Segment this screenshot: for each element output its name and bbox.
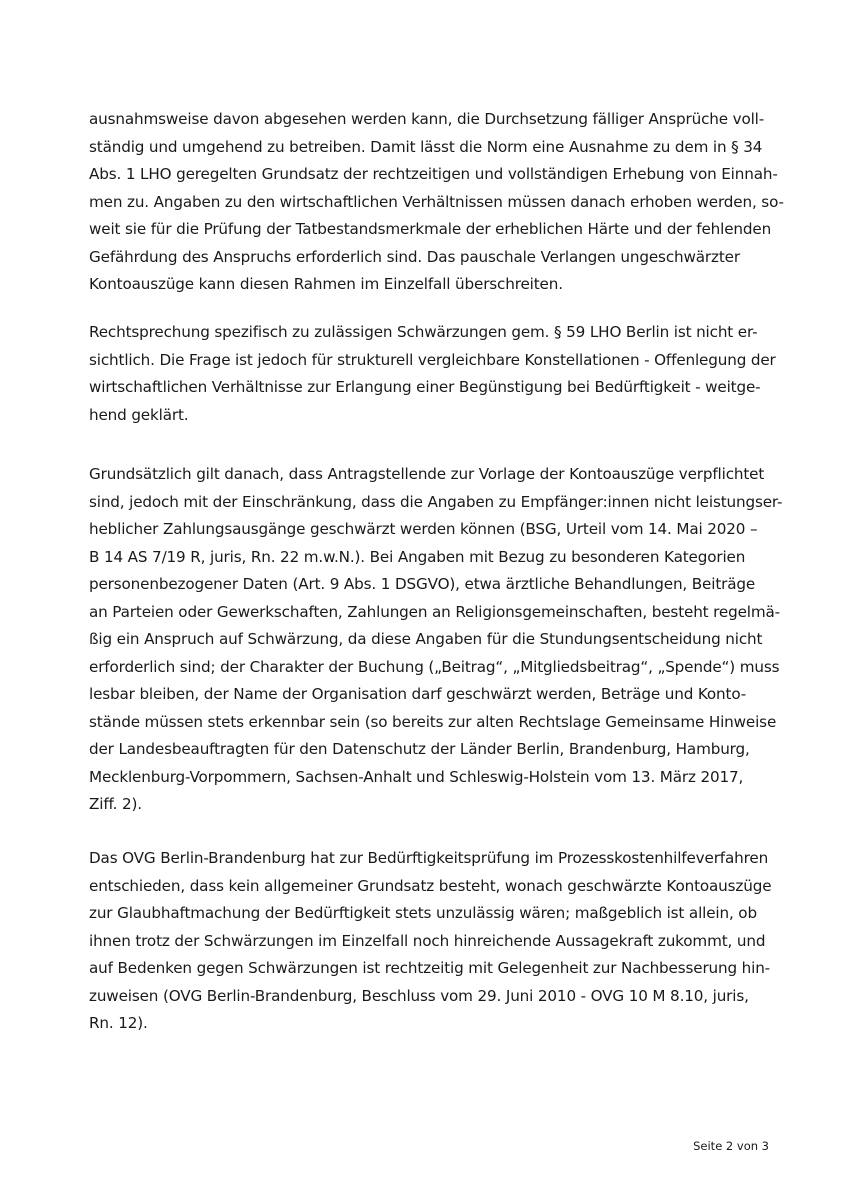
text-line: Mecklenburg-Vorpommern, Sachsen-Anhalt und Schleswig-Holstein vom 13. März 2017, bbox=[89, 767, 744, 786]
text-line: Kontoauszüge kann diesen Rahmen im Einzelfall überschreiten. bbox=[89, 275, 563, 293]
text-line: personenbezogener Daten (Art. 9 Abs. 1 DSGVO), etwa ärztliche Behandlungen, Beiträge bbox=[89, 575, 756, 593]
paragraph-1 bbox=[89, 106, 784, 299]
text-line: ihnen trotz der Schwärzungen im Einzelfall noch hinreichende Aussagekraft zukommt, und bbox=[89, 931, 766, 950]
text-line: ausnahmsweise davon abgesehen werden kann, die Durchsetzung fälliger Ansprüche voll- bbox=[89, 110, 765, 128]
text-line: heblicher Zahlungsausgänge geschwärzt werden können (BSG, Urteil vom 14. Mai 2020 – bbox=[89, 520, 758, 538]
text-line: Das OVG Berlin-Brandenburg hat zur Bedürftigkeitsprüfung im Prozesskostenhilfeverfahren bbox=[89, 849, 769, 867]
text-line: lesbar bleiben, der Name der Organisation darf geschwärzt werden, Beträge und Konto- bbox=[89, 685, 747, 703]
text-line: der Landesbeauftragten für den Datenschutz der Länder Berlin, Brandenburg, Hamburg, bbox=[89, 740, 750, 758]
text-line: wirtschaftlichen Verhältnisse zur Erlangung einer Begünstigung bei Bedürftigkeit - weitge- bbox=[89, 378, 761, 396]
paragraph-4 bbox=[89, 845, 772, 1038]
page-number: Seite 2 von 3 bbox=[693, 1139, 769, 1153]
text-line: Abs. 1 LHO geregelten Grundsatz der rechtzeitigen und vollständigen Erhebung von Einnah- bbox=[89, 165, 778, 183]
text-line: an Parteien oder Gewerkschaften, Zahlungen an Religionsgemeinschaften, besteht regelmä- bbox=[89, 602, 780, 621]
text-line: weit sie für die Prüfung der Tatbestandsmerkmale der erheblichen Härte und der fehlenden bbox=[89, 220, 772, 238]
paragraph-2 bbox=[89, 319, 776, 429]
text-line: entschieden, dass kein allgemeiner Grundsatz besteht, wonach geschwärzte Kontoauszüge bbox=[89, 876, 772, 895]
text-line: men zu. Angaben zu den wirtschaftlichen Verhältnissen müssen danach erhoben werden, so- bbox=[89, 192, 784, 211]
text-line: sind, jedoch mit der Einschränkung, dass die Angaben zu Empfänger:innen nicht leistungser- bbox=[89, 492, 783, 511]
text-line: Rn. 12). bbox=[89, 1014, 148, 1032]
text-line: B 14 AS 7/19 R, juris, Rn. 22 m.w.N.). Bei Angaben mit Bezug zu besonderen Kategorien bbox=[89, 547, 746, 566]
text-line: sichtlich. Die Frage ist jedoch für strukturell vergleichbare Konstellationen - Offenlegung der bbox=[89, 350, 776, 369]
text-line: Ziff. 2). bbox=[89, 795, 142, 813]
text-line: erforderlich sind; der Charakter der Buchung („Beitrag“, „Mitgliedsbeitrag“, „Spende“) muss bbox=[89, 657, 780, 676]
text-line: zur Glaubhaftmachung der Bedürftigkeit stets unzulässig wären; maßgeblich ist allein, ob bbox=[89, 904, 757, 922]
text-line: zuweisen (OVG Berlin-Brandenburg, Beschluss vom 29. Juni 2010 - OVG 10 M 8.10, juris, bbox=[89, 986, 749, 1005]
text-line: auf Bedenken gegen Schwärzungen ist rechtzeitig mit Gelegenheit zur Nachbesserung hin- bbox=[89, 959, 771, 977]
text-line: Grundsätzlich gilt danach, dass Antragstellende zur Vorlage der Kontoauszüge verpflichtet bbox=[89, 465, 765, 483]
text-line: ständig und umgehend zu betreiben. Damit lässt die Norm eine Ausnahme zu dem in § 34 bbox=[89, 137, 763, 156]
text-line: hend geklärt. bbox=[89, 405, 189, 424]
paragraph-3 bbox=[89, 461, 783, 819]
text-line: stände müssen stets erkennbar sein (so bereits zur alten Rechtslage Gemeinsame Hinweise bbox=[89, 712, 777, 731]
text-line: ßig ein Anspruch auf Schwärzung, da diese Angaben für die Stundungsentscheidung nicht bbox=[89, 630, 763, 648]
text-line: Gefährdung des Anspruchs erforderlich sind. Das pauschale Verlangen ungeschwärzter bbox=[89, 247, 740, 266]
text-line: Rechtsprechung spezifisch zu zulässigen Schwärzungen gem. § 59 LHO Berlin ist nicht er- bbox=[89, 323, 758, 341]
